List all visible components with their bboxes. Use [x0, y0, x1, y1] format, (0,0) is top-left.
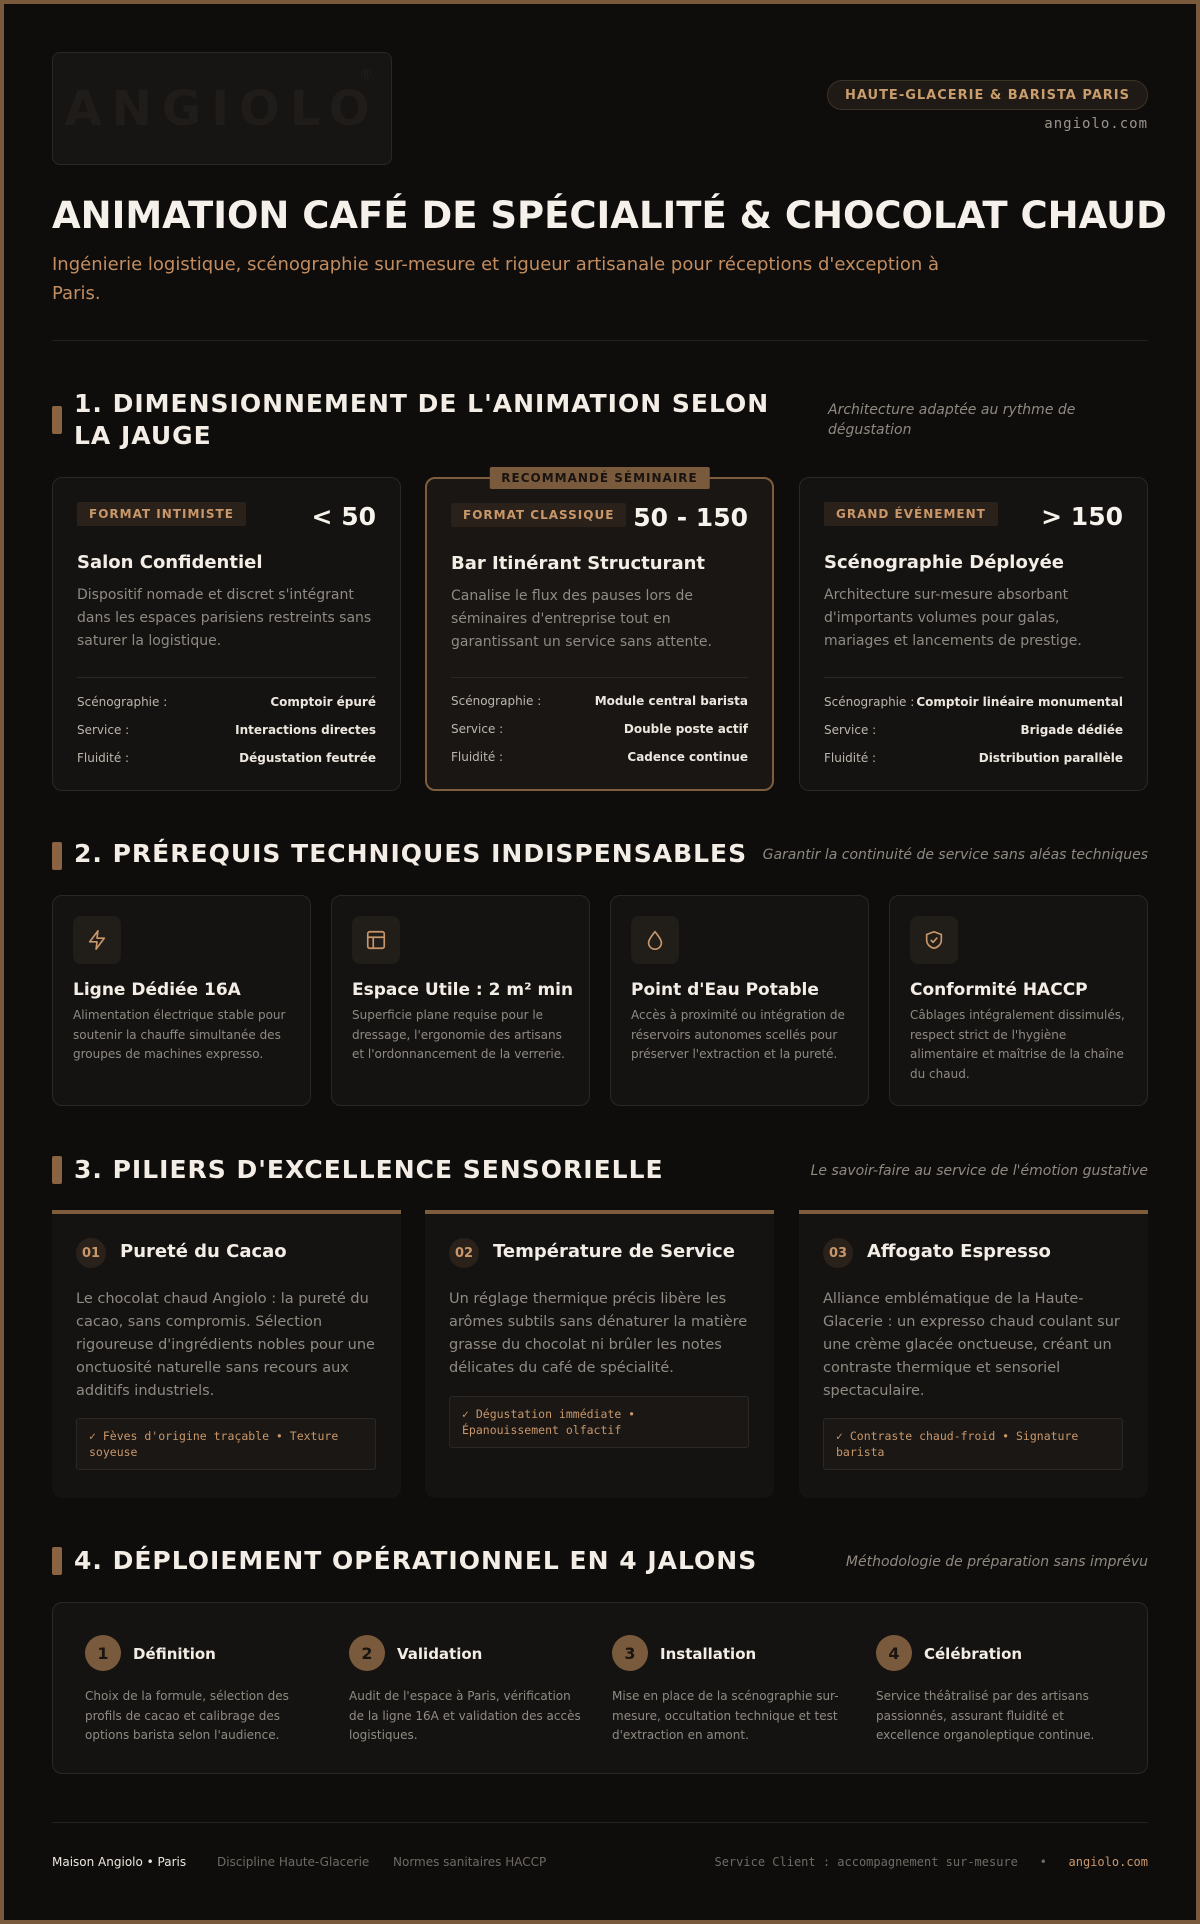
card-description: Canalise le flux des pauses lors de séminaires d'entreprise tout en garantissant un service sans attente.	[451, 588, 712, 650]
footer-service: Service Client : accompagnement sur-mesure	[714, 1855, 1018, 1869]
tile-title: Ligne Dédiée 16A	[73, 980, 241, 1000]
footer-brand: Maison Angiolo • Paris	[52, 1855, 187, 1869]
step-description: Audit de l'espace à Paris, vérification de la ligne 16A et validation des accès logistiques.	[349, 1689, 581, 1742]
pillar-description: Alliance emblématique de la Haute-Glacerie : un expresso chaud coulant sur une crème glacée onctueuse, créant un contraste thermique et sensoriel spectaculaire.	[823, 1291, 1120, 1399]
step-title: Installation	[660, 1645, 757, 1663]
spec-row	[451, 722, 748, 736]
site-domain[interactable]: angiolo.com	[1044, 116, 1148, 132]
header-divider	[52, 340, 1148, 341]
shield-check-icon	[910, 916, 958, 964]
step-title: Définition	[133, 1645, 216, 1663]
requirement-tile-water	[610, 895, 869, 1106]
card-divider	[824, 677, 1123, 678]
pillar-description: Un réglage thermique précis libère les arômes subtils sans dénaturer la matière grasse du chocolat ni brûler les notes délicates du café de spécialité.	[449, 1291, 748, 1376]
pillar-highlight: ✓ Dégustation immédiate • Épanouissement olfactif	[449, 1396, 749, 1448]
pillar-description: Le chocolat chaud Angiolo : la pureté du cacao, sans compromis. Sélection rigoureuse d'ingrédients nobles pour une onctuosité naturelle sans recours aux additifs industriels.	[76, 1291, 375, 1399]
card-title: Salon Confidentiel	[77, 552, 263, 573]
spec-row	[824, 695, 1123, 709]
footer-contact	[714, 1855, 1148, 1869]
spec-value: Comptoir épuré	[270, 695, 376, 709]
spec-value: Double poste actif	[623, 722, 748, 736]
tile-description: Câblages intégralement dissimulés, respect strict de l'hygiène alimentaire et maîtrise de la chaîne du chaud.	[910, 1008, 1125, 1081]
spec-row	[451, 694, 748, 708]
tagline-badge: HAUTE-GLACERIE & BARISTA PARIS	[827, 80, 1148, 110]
section-2-note: Garantir la continuité de service sans aléas techniques	[762, 847, 1148, 863]
deployment-timeline	[52, 1602, 1148, 1774]
card-title: Bar Itinérant Structurant	[451, 553, 706, 574]
format-tag: FORMAT INTIMISTE	[77, 502, 246, 526]
spec-label: Scénographie :	[77, 695, 168, 709]
spec-label: Scénographie :	[824, 695, 915, 709]
card-description: Dispositif nomade et discret s'intégrant dans les espaces parisiens restreints sans saturer la logistique.	[77, 587, 372, 649]
spec-value: Interactions directes	[235, 723, 376, 737]
format-tag: FORMAT CLASSIQUE	[451, 503, 626, 527]
capacity-value: > 150	[1041, 502, 1123, 531]
spec-row	[824, 751, 1123, 765]
step-title: Célébration	[924, 1645, 1023, 1663]
water-drop-icon	[631, 916, 679, 964]
section-accent-bar	[52, 1156, 62, 1184]
requirement-tile-space	[331, 895, 590, 1106]
tile-description: Alimentation électrique stable pour soutenir la chauffe simultanée des groupes de machines expresso.	[73, 1008, 286, 1061]
footer-link-discipline[interactable]: Discipline Haute-Glacerie	[217, 1855, 370, 1869]
capacity-card-intimiste[interactable]	[52, 477, 401, 791]
step-number: 3	[612, 1635, 648, 1671]
step-description: Mise en place de la scénographie sur-mesure, occultation technique et test d'extraction en amont.	[612, 1689, 839, 1742]
tile-title: Conformité HACCP	[910, 980, 1088, 1000]
step-number: 1	[85, 1635, 121, 1671]
step-number: 2	[349, 1635, 385, 1671]
spec-value: Cadence continue	[627, 750, 748, 764]
spec-value: Dégustation feutrée	[239, 751, 376, 765]
spec-label: Fluidité :	[824, 751, 877, 765]
section-1-title: 1. DIMENSIONNEMENT DE L'ANIMATION SELON LA JAUGE	[74, 389, 770, 450]
pillar-number: 03	[823, 1238, 853, 1268]
spec-label: Scénographie :	[451, 694, 542, 708]
section-accent-bar	[52, 842, 62, 870]
section-2-title: 2. PRÉREQUIS TECHNIQUES INDISPENSABLES	[74, 839, 748, 868]
step-description: Choix de la formule, sélection des profils de cacao et calibrage des options barista selon l'audience.	[85, 1689, 289, 1742]
logo-text: ANGIOLO	[64, 80, 380, 137]
section-4-title: 4. DÉPLOIEMENT OPÉRATIONNEL EN 4 JALONS	[74, 1546, 758, 1575]
page-subtitle: Ingénierie logistique, scénographie sur-mesure et rigueur artisanale pour réceptions d'exception à Paris.	[52, 254, 940, 304]
card-title: Scénographie Déployée	[824, 552, 1064, 573]
pillar-card-temperature	[425, 1210, 774, 1498]
format-tag: GRAND ÉVÉNEMENT	[824, 502, 998, 526]
tile-title: Point d'Eau Potable	[631, 980, 819, 1000]
footer-separator: •	[1039, 1855, 1047, 1869]
spec-row	[451, 750, 748, 764]
section-3-title: 3. PILIERS D'EXCELLENCE SENSORIELLE	[74, 1155, 664, 1184]
spec-value: Comptoir linéaire monumental	[916, 695, 1123, 709]
recommended-ribbon: RECOMMANDÉ SÉMINAIRE	[489, 467, 709, 489]
spec-label: Service :	[77, 723, 130, 737]
pillar-highlight: ✓ Contraste chaud-froid • Signature barista	[823, 1418, 1123, 1470]
layout-icon	[352, 916, 400, 964]
spec-value: Brigade dédiée	[1020, 723, 1123, 737]
pillar-highlight: ✓ Fèves d'origine traçable • Texture soyeuse	[76, 1418, 376, 1470]
spec-label: Service :	[824, 723, 877, 737]
footer-domain-link[interactable]: angiolo.com	[1068, 1855, 1148, 1869]
tile-description: Superficie plane requise pour le dressage, l'ergonomie des artisans et l'ordonnancement de la verrerie.	[352, 1008, 565, 1061]
footer-link-haccp[interactable]: Normes sanitaires HACCP	[393, 1855, 547, 1869]
step-number: 4	[876, 1635, 912, 1671]
spec-value: Module central barista	[594, 694, 748, 708]
requirement-tile-haccp	[889, 895, 1148, 1106]
spec-row	[77, 751, 376, 765]
spec-row	[77, 723, 376, 737]
pillar-title: Pureté du Cacao	[120, 1241, 287, 1262]
spec-row	[77, 695, 376, 709]
lightning-icon	[73, 916, 121, 964]
tile-description: Accès à proximité ou intégration de réservoirs autonomes scellés pour préserver l'extraction et la pureté.	[631, 1008, 845, 1061]
logo[interactable]	[52, 52, 392, 165]
pillar-number: 01	[76, 1238, 106, 1268]
pillar-card-cacao	[52, 1210, 401, 1498]
spec-label: Fluidité :	[77, 751, 130, 765]
page-title: ANIMATION CAFÉ DE SPÉCIALITÉ & CHOCOLAT CHAUD	[52, 194, 1167, 237]
pillar-number: 02	[449, 1238, 479, 1268]
capacity-value: < 50	[311, 502, 376, 531]
step-title: Validation	[397, 1645, 483, 1663]
section-3-note: Le savoir-faire au service de l'émotion gustative	[810, 1163, 1148, 1179]
section-accent-bar	[52, 1547, 62, 1575]
footer-divider	[52, 1822, 1148, 1823]
spec-row	[824, 723, 1123, 737]
registered-mark: ®	[359, 67, 373, 83]
card-divider	[77, 677, 376, 678]
requirement-tile-power	[52, 895, 311, 1106]
step-description: Service théâtralisé par des artisans passionnés, assurant fluidité et excellence organoleptique continue.	[876, 1689, 1095, 1742]
tile-title: Espace Utile : 2 m² min	[352, 980, 574, 1000]
spec-label: Fluidité :	[451, 750, 504, 764]
section-1-note: Architecture adaptée au rythme de dégustation	[828, 402, 1076, 438]
pillar-title: Température de Service	[493, 1241, 735, 1262]
capacity-value: 50 - 150	[633, 503, 748, 532]
capacity-card-grand-evenement[interactable]	[799, 477, 1148, 791]
capacity-card-classique[interactable]	[425, 471, 774, 791]
card-divider	[451, 677, 748, 678]
section-accent-bar	[52, 406, 62, 434]
pillar-title: Affogato Espresso	[867, 1241, 1051, 1262]
spec-value: Distribution parallèle	[978, 751, 1123, 765]
spec-label: Service :	[451, 722, 504, 736]
section-4-note: Méthodologie de préparation sans imprévu	[845, 1554, 1148, 1570]
card-description: Architecture sur-mesure absorbant d'importants volumes pour galas, mariages et lancements de prestige.	[824, 587, 1082, 649]
pillar-card-affogato	[799, 1210, 1148, 1498]
footer	[52, 1855, 1148, 1875]
